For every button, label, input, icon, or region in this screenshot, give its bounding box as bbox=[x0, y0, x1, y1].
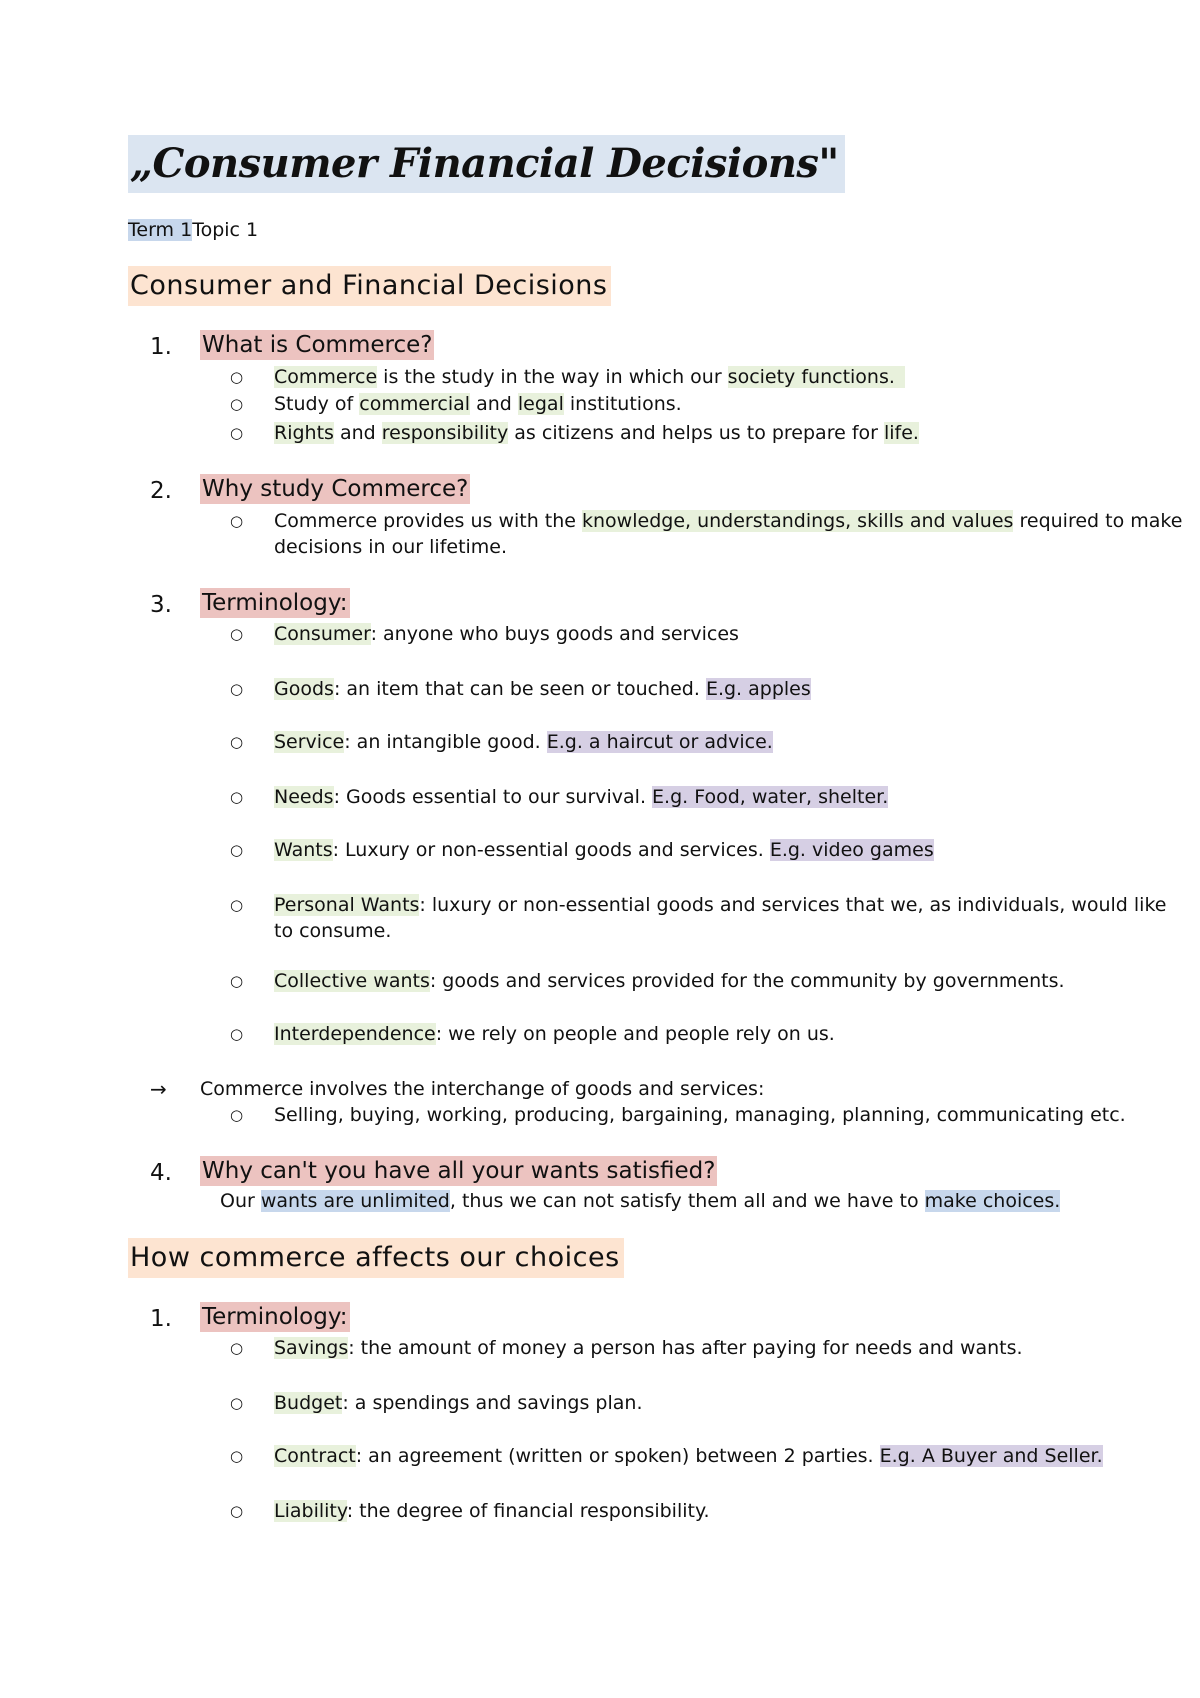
topic-label: Topic 1 bbox=[192, 219, 259, 241]
term-item-contract: Contract: an agreement (written or spoken) between 2 parties. E.g. A Buyer and Seller. bbox=[274, 1445, 1103, 1467]
term-item-goods: Goods: an item that can be seen or touched. E.g. apples bbox=[274, 678, 811, 700]
bullet-icon: ○ bbox=[230, 680, 244, 698]
bullet-icon: ○ bbox=[230, 896, 244, 914]
bullet-icon: ○ bbox=[230, 1339, 244, 1357]
term-item-interdependence: Interdependence: we rely on people and people rely on us. bbox=[274, 1023, 835, 1045]
term-highlight: Commerce bbox=[274, 366, 378, 388]
note-text: Commerce involves the interchange of goods and services: bbox=[200, 1078, 765, 1100]
term-item-needs: Needs: Goods essential to our survival. E.g. Food, water, shelter. bbox=[274, 786, 889, 808]
term-highlight: Interdependence bbox=[274, 1023, 436, 1045]
list-item: Study of commercial and legal institutions. bbox=[274, 393, 682, 415]
bullet-icon: ○ bbox=[230, 972, 244, 990]
term-item-budget: Budget: a spendings and savings plan. bbox=[274, 1392, 643, 1414]
list-number: 1. bbox=[150, 1306, 172, 1332]
example-highlight: E.g. apples bbox=[705, 678, 811, 700]
term-highlight: Service bbox=[274, 731, 345, 753]
list-item: Commerce is the study in the way in which our society functions. bbox=[274, 364, 905, 390]
term-highlight: Needs bbox=[274, 786, 334, 808]
document-title: „Consumer Financial Decisions" bbox=[128, 135, 845, 193]
term-highlight: knowledge, understandings, skills and values bbox=[582, 510, 1014, 532]
term-highlight: commercial bbox=[359, 393, 471, 415]
term-item-wants: Wants: Luxury or non-essential goods and services. E.g. video games bbox=[274, 839, 934, 861]
term-label: Term 1 bbox=[128, 219, 193, 241]
term-highlight: Consumer bbox=[274, 623, 371, 645]
section-heading-commerce-choices: How commerce affects our choices bbox=[128, 1238, 624, 1278]
section-heading-consumer-financial: Consumer and Financial Decisions bbox=[128, 266, 611, 306]
bullet-icon: ○ bbox=[230, 368, 244, 386]
bullet-icon: ○ bbox=[230, 424, 244, 442]
question-heading-terminology-2: Terminology: bbox=[202, 1304, 348, 1330]
arrow-icon: → bbox=[150, 1077, 167, 1101]
key-phrase-highlight: wants are unlimited bbox=[260, 1190, 450, 1212]
bullet-icon: ○ bbox=[230, 1394, 244, 1412]
example-highlight: E.g. A Buyer and Seller. bbox=[879, 1445, 1103, 1467]
bullet-icon: ○ bbox=[230, 512, 244, 530]
question-heading-what-is-commerce: What is Commerce? bbox=[202, 332, 433, 358]
key-phrase-highlight: make choices. bbox=[924, 1190, 1061, 1212]
term-highlight: life. bbox=[884, 422, 919, 444]
list-number: 2. bbox=[150, 478, 172, 504]
bullet-icon: ○ bbox=[230, 1502, 244, 1520]
term-item-consumer: Consumer: anyone who buys goods and services bbox=[274, 623, 739, 645]
list-number: 1. bbox=[150, 334, 172, 360]
bullet-icon: ○ bbox=[230, 1106, 244, 1124]
answer-text: Our wants are unlimited, thus we can not satisfy them all and we have to make choices. bbox=[220, 1190, 1061, 1212]
question-heading-why-cant-you: Why can't you have all your wants satisfied? bbox=[202, 1158, 716, 1184]
term-highlight: Wants bbox=[274, 839, 333, 861]
term-highlight: legal bbox=[517, 393, 564, 415]
list-item-continuation: decisions in our lifetime. bbox=[274, 536, 508, 558]
term-highlight: Contract bbox=[274, 1445, 356, 1467]
term-topic-line bbox=[128, 216, 258, 244]
bullet-icon: ○ bbox=[230, 395, 244, 413]
question-heading-why-study-commerce: Why study Commerce? bbox=[202, 476, 469, 502]
term-highlight: Personal Wants bbox=[274, 894, 420, 916]
example-highlight: E.g. a haircut or advice. bbox=[546, 731, 773, 753]
term-highlight: Goods bbox=[274, 678, 334, 700]
bullet-icon: ○ bbox=[230, 1447, 244, 1465]
term-item-collective-wants: Collective wants: goods and services provided for the community by governments. bbox=[274, 970, 1065, 992]
term-item-savings: Savings: the amount of money a person has after paying for needs and wants. bbox=[274, 1337, 1023, 1359]
bullet-icon: ○ bbox=[230, 1025, 244, 1043]
list-number: 3. bbox=[150, 592, 172, 618]
example-highlight: E.g. Food, water, shelter. bbox=[652, 786, 889, 808]
term-item-personal-wants: Personal Wants: luxury or non-essential goods and services that we, as individuals, would like bbox=[274, 894, 1167, 916]
bullet-icon: ○ bbox=[230, 625, 244, 643]
list-item: Commerce provides us with the knowledge, understandings, skills and values required to make bbox=[274, 510, 1183, 532]
term-highlight: Liability bbox=[274, 1500, 347, 1522]
term-item-service: Service: an intangible good. E.g. a haircut or advice. bbox=[274, 731, 773, 753]
term-highlight: responsibility bbox=[381, 422, 509, 444]
list-item: Rights and responsibility as citizens and helps us to prepare for life. bbox=[274, 422, 919, 444]
bullet-icon: ○ bbox=[230, 733, 244, 751]
term-highlight: Savings bbox=[274, 1337, 349, 1359]
example-highlight: E.g. video games bbox=[769, 839, 934, 861]
term-item-continuation: to consume. bbox=[274, 920, 392, 942]
note-item: Selling, buying, working, producing, bargaining, managing, planning, communicating etc. bbox=[274, 1104, 1126, 1126]
list-number: 4. bbox=[150, 1160, 172, 1186]
term-highlight: Rights bbox=[274, 422, 334, 444]
term-highlight: society functions. bbox=[728, 366, 905, 388]
bullet-icon: ○ bbox=[230, 841, 244, 859]
bullet-icon: ○ bbox=[230, 788, 244, 806]
question-heading-terminology: Terminology: bbox=[202, 590, 348, 616]
term-highlight: Collective wants bbox=[274, 970, 430, 992]
term-highlight: Budget bbox=[274, 1392, 343, 1414]
term-item-liability: Liability: the degree of financial responsibility. bbox=[274, 1500, 710, 1522]
